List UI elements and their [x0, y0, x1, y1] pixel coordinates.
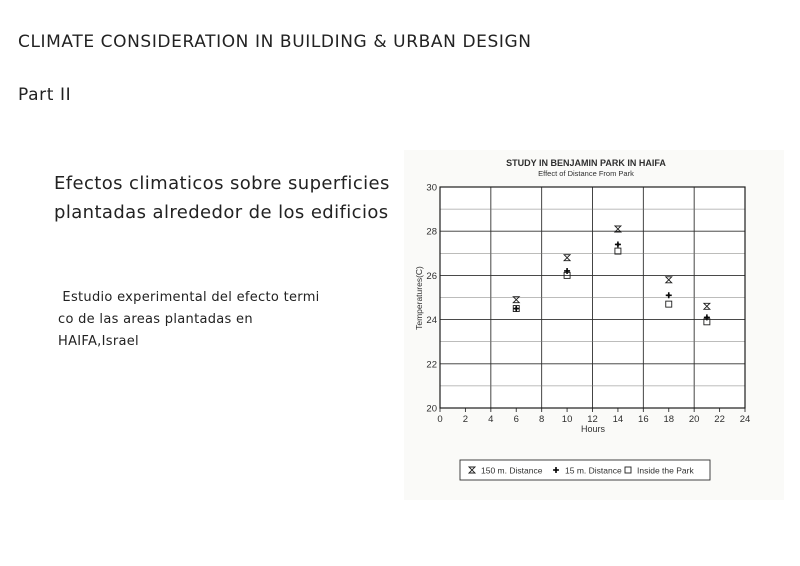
y-tick-label: 30: [426, 182, 437, 194]
chart-svg: [404, 150, 784, 500]
marker-plus-dot: [617, 243, 620, 246]
legend-label: 150 m. Distance: [481, 465, 543, 476]
plot-area: [426, 183, 750, 426]
chart-title: STUDY IN BENJAMIN PARK IN HAIFA: [506, 158, 666, 168]
x-tick-label: 2: [462, 414, 469, 425]
x-tick-label: 4: [488, 414, 494, 425]
x-tick-label: 12: [587, 414, 598, 425]
scanned-chart: [404, 150, 784, 500]
x-tick-label: 16: [638, 414, 649, 425]
marker-plus-dot: [667, 294, 670, 297]
description-line: HAIFA,Israel: [58, 334, 139, 349]
y-tick-label: 28: [426, 226, 437, 238]
x-tick-label: 22: [714, 414, 725, 425]
slide-subtitle: Part II: [18, 85, 72, 105]
marker-plus-dot: [555, 469, 558, 472]
legend-label: 15 m. Distance: [565, 465, 622, 476]
slide-title: CLIMATE CONSIDERATION IN BUILDING & URBAN DESIGN: [18, 32, 532, 52]
x-axis-label: Hours: [580, 424, 606, 434]
x-tick-label: 10: [561, 414, 573, 425]
marker-plus-dot: [515, 307, 518, 310]
x-tick-label: 18: [663, 414, 675, 425]
chart-legend: [460, 460, 710, 480]
heading-line: Efectos climaticos sobre superficies: [54, 173, 390, 194]
legend-label: Inside the Park: [637, 465, 694, 476]
description-text: [58, 287, 320, 353]
x-tick-label: 24: [739, 414, 751, 425]
y-tick-label: 20: [426, 403, 437, 415]
y-tick-label: 22: [426, 359, 437, 371]
chart-subtitle: Effect of Distance From Park: [538, 169, 634, 178]
x-tick-label: 6: [513, 414, 519, 425]
x-tick-label: 14: [612, 414, 624, 425]
x-tick-label: 0: [437, 414, 443, 425]
x-tick-label: 8: [539, 414, 545, 425]
x-tick-label: 20: [688, 414, 700, 425]
section-heading: [54, 169, 390, 227]
y-tick-label: 26: [426, 270, 437, 282]
y-tick-label: 24: [426, 315, 437, 327]
description-line: Estudio experimental del efecto termi: [58, 290, 320, 305]
description-line: co de las areas plantadas en: [58, 312, 253, 327]
y-axis-label: Temperatures(C): [414, 266, 424, 330]
heading-line: plantadas alrededor de los edificios: [54, 202, 389, 223]
